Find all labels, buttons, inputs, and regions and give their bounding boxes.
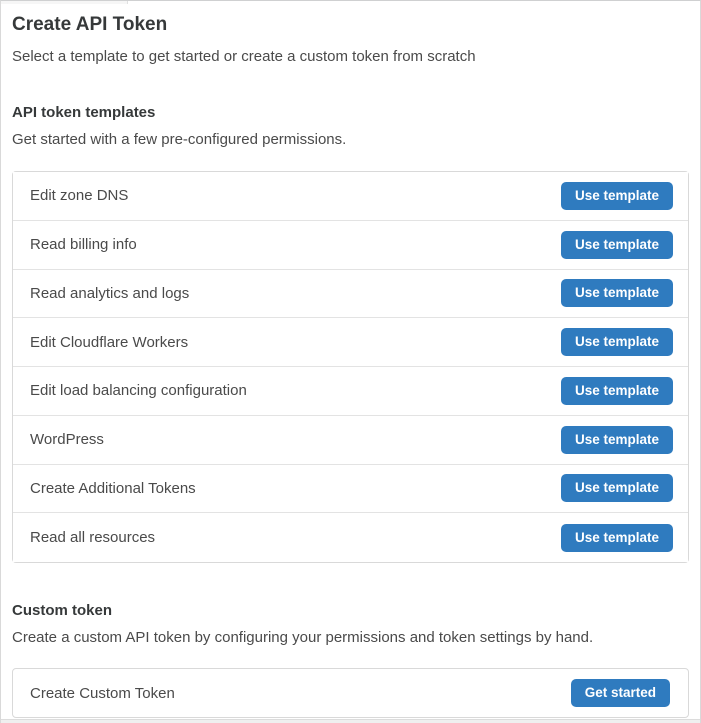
use-template-button[interactable]: Use template	[561, 182, 673, 210]
page-title: Create API Token	[12, 14, 168, 35]
templates-section-description: Get started with a few pre-configured permissions.	[12, 131, 347, 148]
template-name: Edit load balancing configuration	[30, 382, 247, 400]
template-name: Create Additional Tokens	[30, 479, 196, 497]
template-row-edit-zone-dns	[13, 172, 688, 221]
page-subtitle: Select a template to get started or create a custom token from scratch	[12, 48, 476, 65]
templates-section-heading: API token templates	[12, 104, 156, 121]
top-edge-artifact	[1, 1, 128, 4]
template-row-read-analytics-and-logs	[13, 270, 688, 319]
use-template-button[interactable]: Use template	[561, 279, 673, 307]
template-row-edit-cloudflare-workers	[13, 318, 688, 367]
bottom-edge-artifact	[1, 719, 700, 723]
template-row-read-all-resources	[13, 513, 688, 562]
use-template-button[interactable]: Use template	[561, 231, 673, 259]
get-started-button[interactable]: Get started	[571, 679, 670, 707]
template-name: Edit zone DNS	[30, 187, 129, 205]
custom-token-section-description: Create a custom API token by configuring your permissions and token settings by hand.	[12, 629, 594, 646]
template-name: Edit Cloudflare Workers	[30, 333, 189, 351]
template-list	[12, 171, 689, 563]
use-template-button[interactable]: Use template	[561, 474, 673, 502]
create-custom-token-row	[12, 668, 689, 718]
custom-token-section-heading: Custom token	[12, 602, 113, 619]
template-row-wordpress	[13, 416, 688, 465]
template-name: Read all resources	[30, 529, 156, 547]
template-name: Read analytics and logs	[30, 284, 190, 302]
template-row-edit-load-balancing-configuration	[13, 367, 688, 416]
use-template-button[interactable]: Use template	[561, 328, 673, 356]
template-name: Read billing info	[30, 236, 137, 254]
use-template-button[interactable]: Use template	[561, 426, 673, 454]
template-name: WordPress	[30, 431, 104, 449]
create-custom-token-label: Create Custom Token	[30, 684, 175, 702]
use-template-button[interactable]: Use template	[561, 524, 673, 552]
template-row-read-billing-info	[13, 221, 688, 270]
use-template-button[interactable]: Use template	[561, 377, 673, 405]
template-row-create-additional-tokens	[13, 465, 688, 514]
